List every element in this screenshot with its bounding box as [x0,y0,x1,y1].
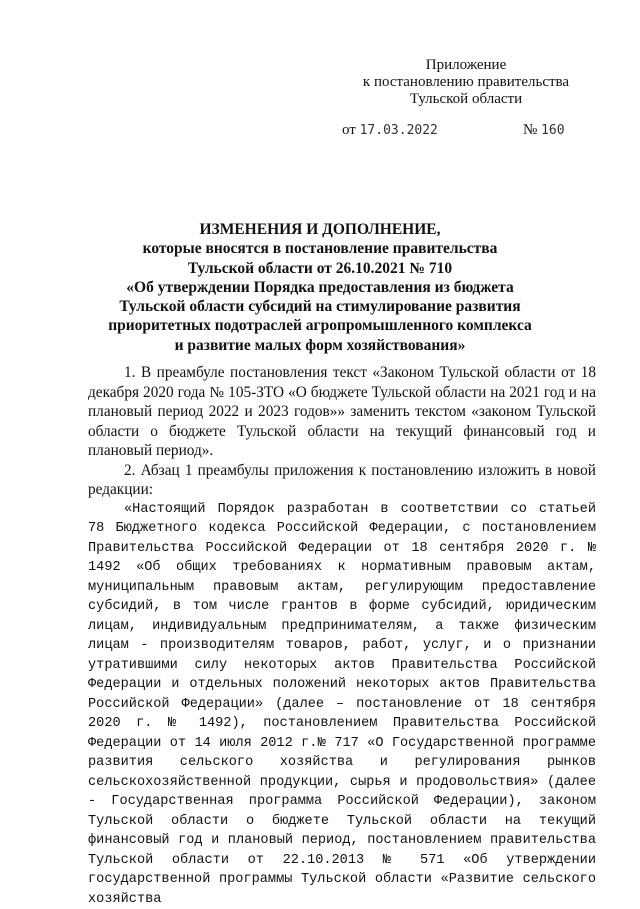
title-line: Тульской области от 26.10.2021 № 710 [80,259,560,278]
document-number [523,122,565,139]
appendix-header [356,57,576,108]
paragraph-1: 1. В преамбуле постановления текст «Законом Тульской области от 18 декабря 2020 года № 105-ЗТО «О бюджете Тульской области на 2021 год и на плановый период 2022 и 2023 годов»» заменить текстом «законом Тульской области о бюджете Тульской области на текущий финансовый год и плановый период». [88,363,596,461]
title-line: «Об утверждении Порядка предоставления из бюджета [80,278,560,297]
paragraph-3: «Настоящий Порядок разработан в соответствии со статьей 78 Бюджетного кодекса Российской Федерации, с постановлением Правительства Российской Федерации от 18 сентября 2020 г. № 1492 «Об общих требованиях к нормативным правовым актам, муниципальным правовым актам, регулирующим предоставление субсидий, в том числе грантов в форме субсидий, юридическим лицам, индивидуальным предпринимателям, а также физическим лицам - производителям товаров, работ, услуг, и о признании утратившими силу некоторых актов Правительства Российской Федерации и отдельных положений некоторых актов Правительства Российской Федерации» (далее – постановление от 18 сентября 2020 г. № 1492), постановлением Правительства Российской Федерации от 14 июля 2012 г.№ 717 «О Государственной программе развития сельского хозяйства и регулирования рынков сельскохозяйственной продукции, сырья и продовольствия» (далее - Государственная программа Российской Федерации), законом Тульской области о бюджете Тульской области на текущий финансовый год и плановый период, постановлением правительства Тульской области от 22.10.2013 № 571 «Об утверждении государственной программы Тульской области «Развитие сельского хозяйства [88,500,596,909]
title-line: и развитие малых форм хозяйствования» [80,336,560,355]
date-value: 17.03.2022 [360,123,438,138]
number-value: 160 [541,123,564,138]
document-title [80,220,560,355]
document-body [88,363,596,909]
paragraph-2: 2. Абзац 1 преамбулы приложения к постановлению изложить в новой редакции: [88,461,596,500]
appendix-line: Тульской области [356,91,576,108]
appendix-line: Приложение [356,57,576,74]
title-line: Тульской области субсидий на стимулирование развития [80,297,560,316]
title-line: приоритетных подотраслей агропромышленного комплекса [80,316,560,335]
date-prefix: от [342,122,356,138]
document-date [342,122,438,139]
appendix-line: к постановлению правительства [356,74,576,91]
title-line: которые вносятся в постановление правительства [80,239,560,258]
number-prefix: № [523,122,537,138]
title-line: ИЗМЕНЕНИЯ И ДОПОЛНЕНИЕ, [80,220,560,239]
